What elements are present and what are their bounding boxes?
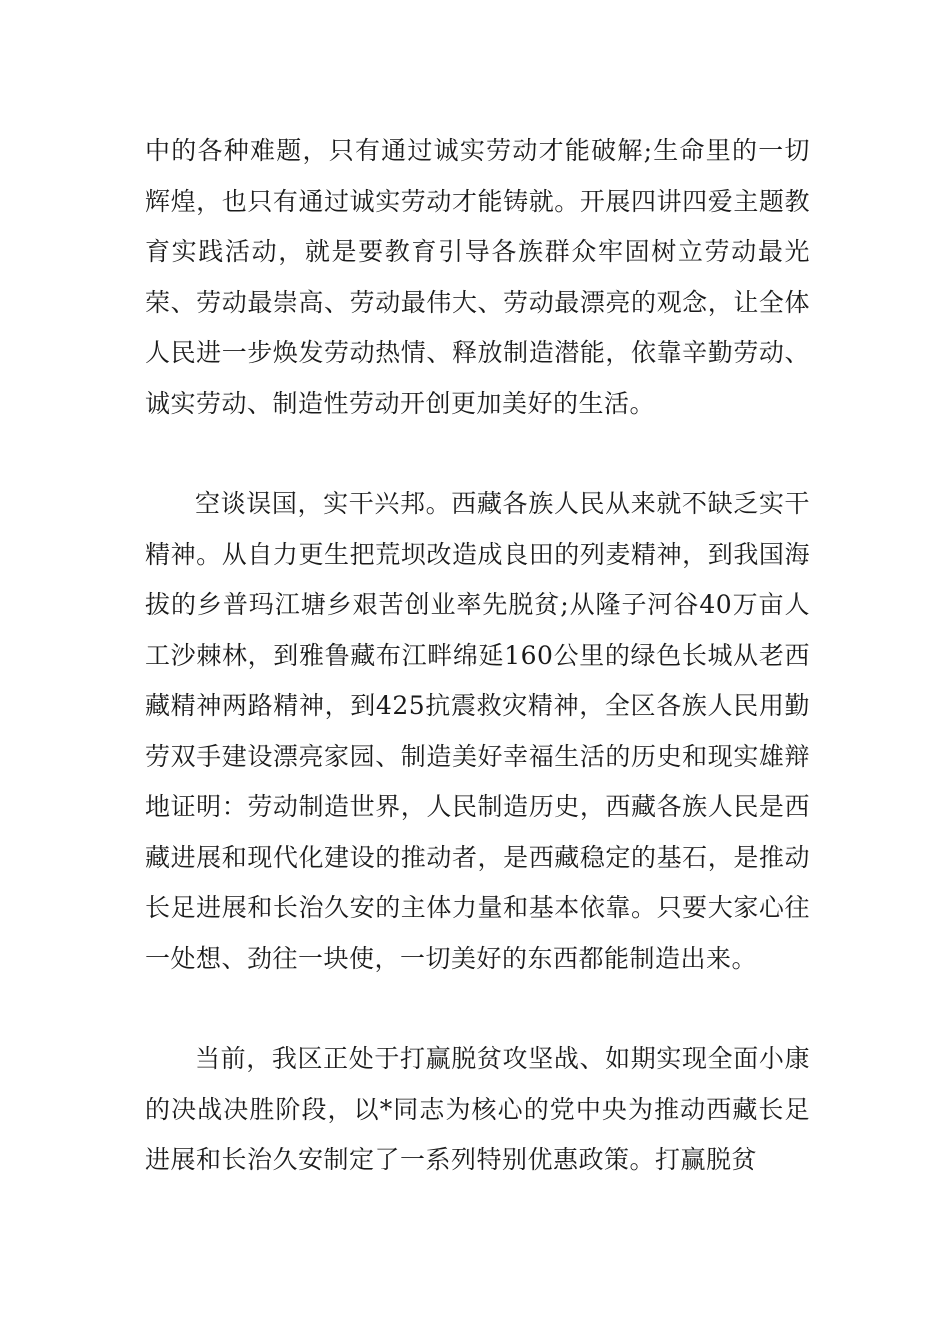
document-body: [145, 126, 810, 1186]
paragraph-2: 空谈误国，实干兴邦。西藏各族人民从来就不缺乏实干精神。从自力更生把荒坝改造成良田的列麦精神，到我国海拔的乡普玛江塘乡艰苦创业率先脱贫;从隆子河谷40万亩人工沙棘林，到雅鲁藏布江畔绵延160公里的绿色长城从老西藏精神两路精神，到425抗震救灾精神，全区各族人民用勤劳双手建设漂亮家园、制造美好幸福生活的历史和现实雄辩地证明：劳动制造世界，人民制造历史，西藏各族人民是西藏进展和现代化建设的推动者，是西藏稳定的基石，是推动长足进展和长治久安的主体力量和基本依靠。只要大家心往一处想、劲往一块使，一切美好的东西都能制造出来。: [145, 489, 810, 973]
paragraph-3: 当前，我区正处于打赢脱贫攻坚战、如期实现全面小康的决战决胜阶段，以*同志为核心的党中央为推动西藏长足进展和长治久安制定了一系列特别优惠政策。打赢脱贫: [145, 1044, 810, 1174]
paragraph-1: 中的各种难题，只有通过诚实劳动才能破解;生命里的一切辉煌，也只有通过诚实劳动才能铸就。开展四讲四爱主题教育实践活动，就是要教育引导各族群众牢固树立劳动最光荣、劳动最崇高、劳动最伟大、劳动最漂亮的观念，让全体人民进一步焕发劳动热情、释放制造潜能，依靠辛勤劳动、诚实劳动、制造性劳动开创更加美好的生活。: [145, 136, 810, 418]
